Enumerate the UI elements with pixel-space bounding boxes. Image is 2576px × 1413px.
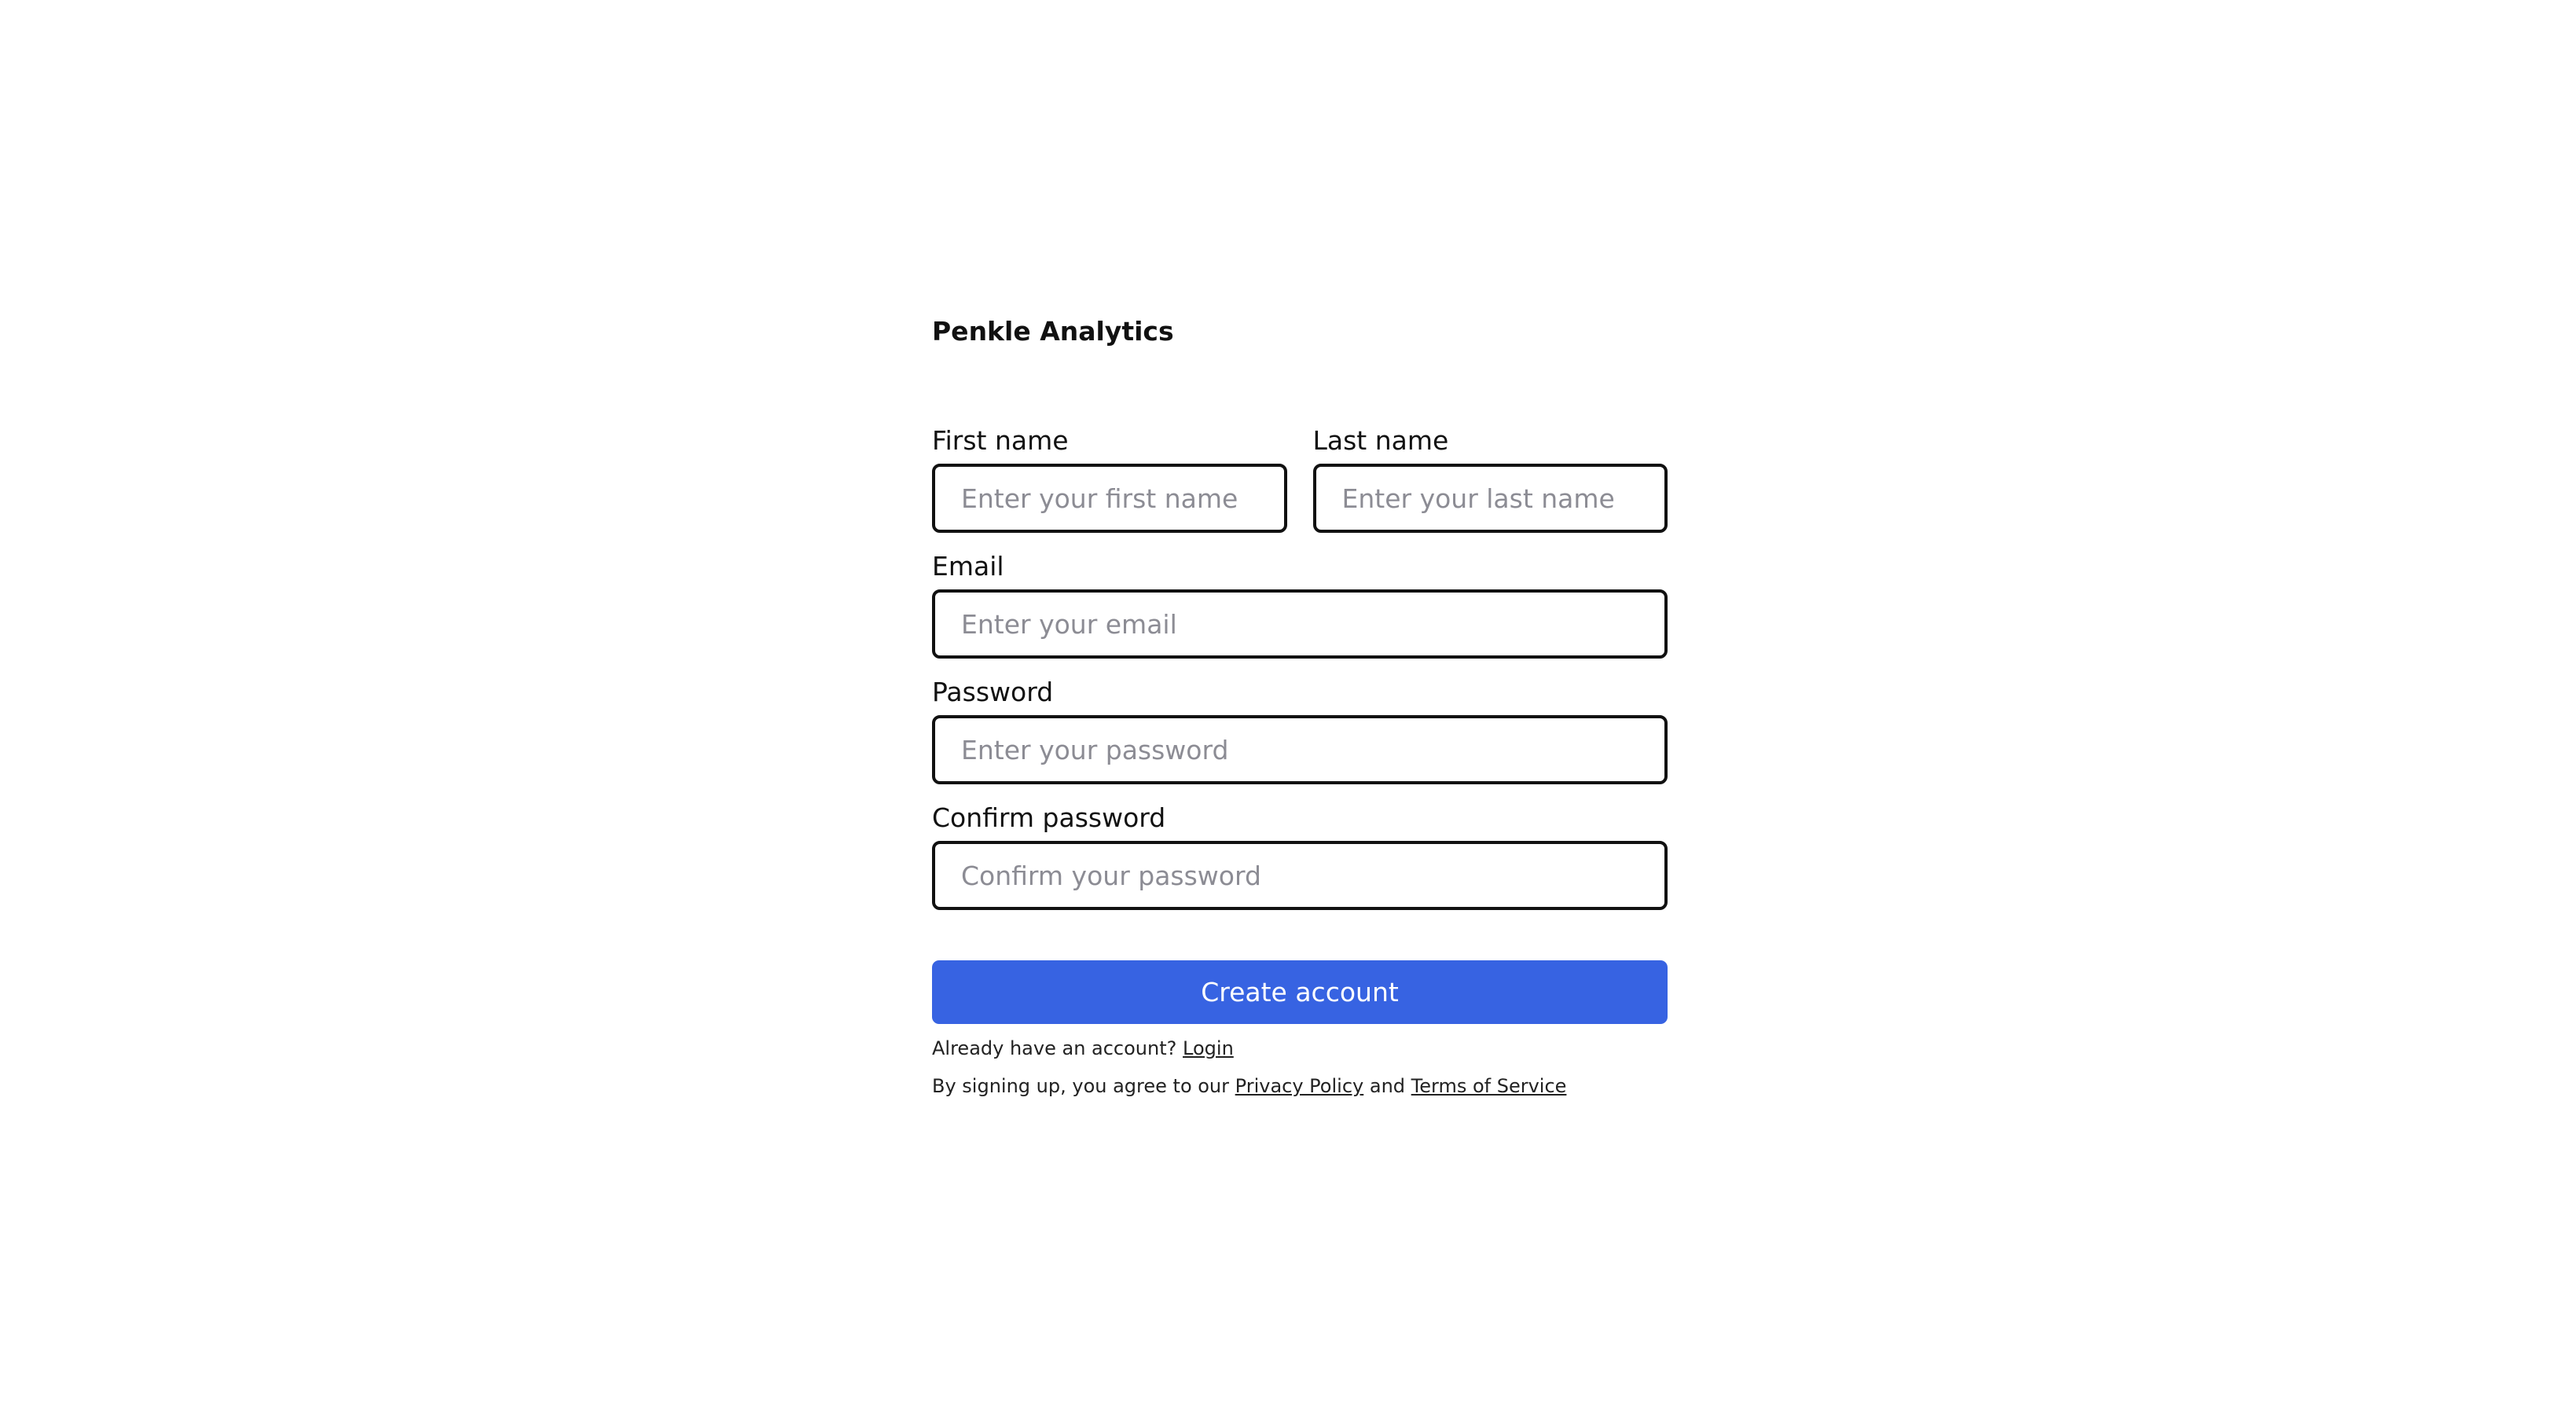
brand-name: Penkle Analytics	[932, 316, 1174, 347]
login-prompt-line	[932, 1037, 1668, 1060]
password-label: Password	[932, 677, 1054, 707]
terms-joiner-text: and	[1369, 1075, 1406, 1097]
terms-prefix-text: By signing up, you agree to our	[932, 1075, 1230, 1097]
signup-form	[932, 316, 1668, 1098]
first-name-input[interactable]	[932, 464, 1287, 533]
terms-line	[932, 1074, 1668, 1098]
confirm-password-label: Confirm password	[932, 802, 1166, 833]
first-name-label: First name	[932, 425, 1069, 456]
confirm-password-input[interactable]	[932, 841, 1668, 910]
terms-of-service-link[interactable]: Terms of Service	[1411, 1075, 1567, 1097]
first-name-group	[932, 426, 1287, 533]
password-input[interactable]	[932, 715, 1668, 784]
email-input[interactable]	[932, 589, 1668, 659]
last-name-label: Last name	[1312, 425, 1449, 456]
name-row	[932, 426, 1668, 533]
last-name-group	[1313, 426, 1668, 533]
confirm-password-group	[932, 803, 1668, 910]
email-label: Email	[932, 551, 1004, 582]
email-group	[932, 552, 1668, 659]
last-name-input[interactable]	[1313, 464, 1668, 533]
password-group	[932, 677, 1668, 784]
login-prompt-text: Already have an account?	[932, 1037, 1177, 1059]
login-link[interactable]: Login	[1183, 1037, 1234, 1059]
create-account-button[interactable]: Create account	[932, 960, 1668, 1024]
privacy-policy-link[interactable]: Privacy Policy	[1235, 1075, 1364, 1097]
